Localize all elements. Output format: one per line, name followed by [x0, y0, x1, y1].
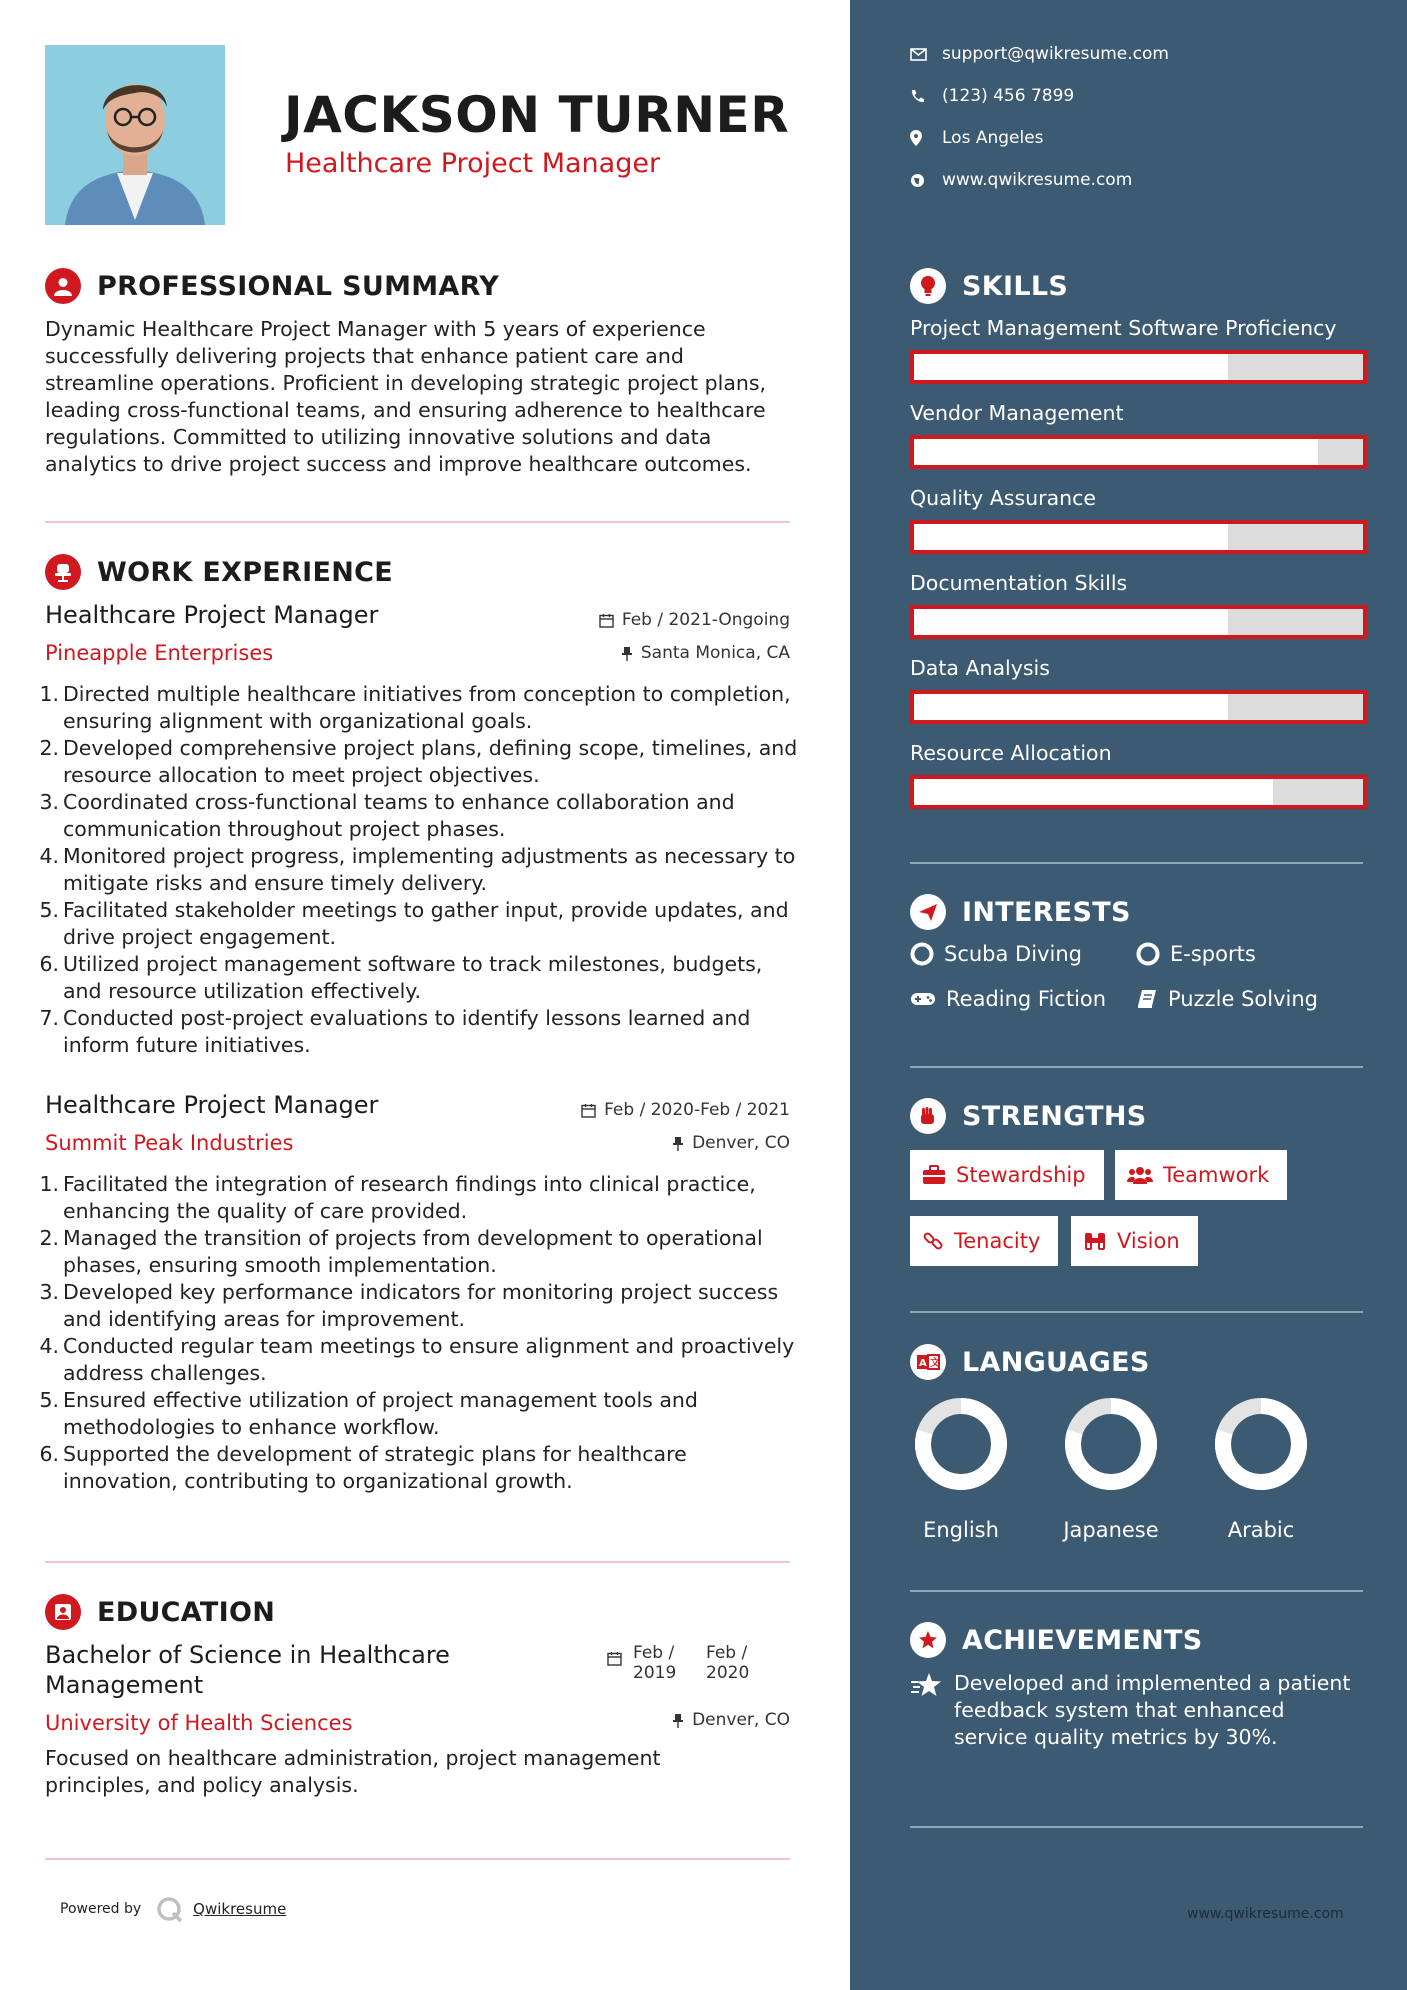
language-item [1206, 1396, 1316, 1542]
bullet-text: Conducted regular team meetings to ensure alignment and proactively address challenges. [63, 1334, 795, 1385]
summary-heading: PROFESSIONAL SUMMARY [45, 268, 499, 304]
divider [910, 862, 1363, 864]
skill-label: Vendor Management [910, 401, 1124, 425]
skill-bar-fill [914, 439, 1318, 465]
language-label: English [923, 1518, 999, 1542]
language-ring [1206, 1396, 1316, 1496]
bullet-text: Managed the transition of projects from development to operational phases, ensuring smooth implementation. [63, 1226, 763, 1277]
binoculars-icon [1083, 1230, 1107, 1252]
skill-bar [910, 690, 1367, 724]
bullet-item [30, 843, 800, 897]
bullet-text: Utilized project management software to track milestones, budgets, and resource utilization effectively. [63, 952, 763, 1003]
job-location: Denver, CO [672, 1133, 790, 1153]
star-icon [910, 1672, 942, 1698]
bullet-number: 4. [39, 844, 59, 868]
skill-bar-fill [914, 779, 1273, 805]
bullet-item [30, 951, 800, 1005]
calendar-icon [599, 613, 614, 628]
company-name: Summit Peak Industries [45, 1131, 294, 1155]
life-ring-icon [1136, 942, 1160, 966]
job-bullets [30, 681, 800, 1059]
bullet-text: Developed key performance indicators for monitoring project success and identifying areas for improvement. [63, 1280, 779, 1331]
profile-photo [45, 45, 225, 225]
bullet-item [30, 1441, 800, 1495]
briefcase-icon [922, 1165, 946, 1185]
strength-badge: Teamwork [1115, 1150, 1287, 1200]
bullet-number: 5. [39, 1388, 59, 1412]
strength-badge: Stewardship [910, 1150, 1104, 1200]
calendar-icon [581, 1103, 596, 1118]
bullet-number: 1. [39, 1172, 59, 1196]
bullet-number: 3. [39, 790, 59, 814]
language-ring [1056, 1396, 1166, 1496]
sidebar [850, 0, 1407, 1990]
bullet-number: 1. [39, 682, 59, 706]
interests-heading: INTERESTS [910, 894, 1131, 930]
divider [45, 521, 790, 523]
link-icon [922, 1230, 944, 1252]
bullet-text: Conducted post-project evaluations to identify lessons learned and inform future initiatives. [63, 1006, 751, 1057]
pin-icon [672, 1713, 684, 1728]
bullet-item [30, 1171, 800, 1225]
edu-end-date: Feb / 2020 [706, 1643, 750, 1683]
skill-bar [910, 435, 1367, 469]
interest-item: Scuba Diving [910, 942, 1082, 966]
star-badge-icon [910, 1622, 946, 1658]
bullet-text: Facilitated the integration of research findings into clinical practice, enhancing the quality of care provided. [63, 1172, 756, 1223]
degree-line-2: Management [45, 1671, 204, 1699]
map-marker-icon [910, 130, 942, 146]
job-bullets [30, 1171, 800, 1495]
skill-bar [910, 350, 1367, 384]
skill-label: Documentation Skills [910, 571, 1128, 595]
contact-email: support@qwikresume.com [910, 44, 1169, 64]
bullet-number: 3. [39, 1280, 59, 1304]
bullet-number: 6. [39, 1442, 59, 1466]
contact-phone: (123) 456 7899 [910, 86, 1074, 106]
bullet-item [30, 735, 800, 789]
divider [45, 1858, 790, 1860]
skill-bar [910, 775, 1367, 809]
skill-bar-fill [914, 609, 1228, 635]
divider [910, 1826, 1363, 1828]
company-name: Pineapple Enterprises [45, 641, 274, 665]
skill-bar-fill [914, 354, 1228, 380]
phone-icon [910, 89, 942, 104]
bullet-item [30, 1333, 800, 1387]
bullet-text: Coordinated cross-functional teams to enhance collaboration and communication throughout project phases. [63, 790, 735, 841]
strengths-heading: STRENGTHS [910, 1098, 1147, 1134]
edu-start-date: Feb / 2019 [633, 1643, 677, 1683]
skill-bar [910, 520, 1367, 554]
bullet-text: Directed multiple healthcare initiatives from conception to completion, ensuring alignment with organizational goals. [63, 682, 791, 733]
job-location: Santa Monica, CA [621, 643, 790, 663]
bullet-text: Supported the development of strategic plans for healthcare innovation, contributing to organizational growth. [63, 1442, 687, 1493]
language-item [1056, 1396, 1166, 1542]
experience-heading: WORK EXPERIENCE [45, 554, 393, 590]
interest-item: E-sports [1136, 942, 1256, 966]
summary-text: Dynamic Healthcare Project Manager with 5 years of experience successfully delivering projects that enhance patient care and streamline operations. Proficient in developing strategic project plans, leading cross-functional teams, and ensuring adherence to healthcare regulations. Committed to utilizing innovative solutions and data analytics to drive project success and improve healthcare outcomes. [45, 317, 767, 476]
qwikresume-link[interactable]: Qwikresume [193, 1900, 287, 1918]
book-icon [1136, 988, 1158, 1010]
paper-plane-icon [910, 894, 946, 930]
bullet-item [30, 1279, 800, 1333]
gamepad-icon [910, 990, 936, 1008]
interest-item: Reading Fiction [910, 987, 1106, 1011]
language-ring [906, 1396, 1016, 1496]
skill-bar-fill [914, 694, 1228, 720]
footer-website[interactable]: www.qwikresume.com [1187, 1906, 1344, 1922]
fist-icon [910, 1098, 946, 1134]
divider [910, 1311, 1363, 1313]
graduate-icon [45, 1594, 81, 1630]
bullet-item [30, 1005, 800, 1059]
skill-label: Quality Assurance [910, 486, 1097, 510]
bullet-text: Monitored project progress, implementing adjustments as necessary to mitigate risks and ensure timely delivery. [63, 844, 796, 895]
bullet-number: 5. [39, 898, 59, 922]
globe-icon [910, 173, 942, 188]
skills-heading: SKILLS [910, 268, 1068, 304]
bullet-item [30, 681, 800, 735]
job-title: Healthcare Project Manager [45, 1091, 379, 1119]
bullet-text: Ensured effective utilization of project management tools and methodologies to enhance workflow. [63, 1388, 698, 1439]
contact-location: Los Angeles [910, 128, 1044, 148]
interest-item: Puzzle Solving [1136, 987, 1318, 1011]
edu-location: Denver, CO [672, 1710, 790, 1730]
lightbulb-icon [910, 268, 946, 304]
skill-label: Project Management Software Proficiency [910, 316, 1337, 340]
bullet-number: 7. [39, 1006, 59, 1030]
bullet-item [30, 897, 800, 951]
translate-icon [910, 1344, 946, 1380]
language-label: Arabic [1227, 1518, 1295, 1542]
bullet-item [30, 1225, 800, 1279]
divider [910, 1590, 1363, 1592]
envelope-icon [910, 48, 942, 61]
languages-heading: A 文 LANGUAGES [910, 1344, 1150, 1380]
skill-label: Data Analysis [910, 656, 1050, 680]
language-item [906, 1396, 1016, 1542]
footer-powered-by: Powered by Qwikresume [60, 1895, 286, 1923]
education-heading: EDUCATION [45, 1594, 275, 1630]
job-title: Healthcare Project Manager [45, 601, 379, 629]
strength-badge: Tenacity [910, 1216, 1058, 1266]
bullet-text: Facilitated stakeholder meetings to gather input, provide updates, and drive project engagement. [63, 898, 789, 949]
briefcase-chair-icon [45, 554, 81, 590]
bullet-item [30, 789, 800, 843]
bullet-text: Developed comprehensive project plans, defining scope, timelines, and resource allocation to meet project objectives. [63, 736, 798, 787]
degree-line-1: Bachelor of Science in Healthcare [45, 1641, 450, 1669]
edu-description: Focused on healthcare administration, project management principles, and policy analysis. [45, 1746, 661, 1797]
pin-icon [672, 1136, 684, 1151]
bullet-number: 2. [39, 1226, 59, 1250]
users-icon [1127, 1165, 1153, 1185]
calendar-icon [607, 1651, 622, 1670]
pin-icon [621, 646, 633, 661]
svg-text:文: 文 [930, 1358, 940, 1369]
user-icon [45, 268, 81, 304]
school-name: University of Health Sciences [45, 1711, 353, 1735]
bullet-item [30, 1387, 800, 1441]
candidate-title: Healthcare Project Manager [285, 148, 661, 179]
life-ring-icon [910, 942, 934, 966]
divider [45, 1561, 790, 1563]
contact-website: www.qwikresume.com [910, 170, 1132, 190]
job-dates: Feb / 2021-Ongoing [599, 610, 790, 630]
bullet-number: 6. [39, 952, 59, 976]
skill-label: Resource Allocation [910, 741, 1112, 765]
achievements-heading: ACHIEVEMENTS [910, 1622, 1203, 1658]
skill-bar-fill [914, 524, 1228, 550]
skill-bar [910, 605, 1367, 639]
strength-badge: Vision [1071, 1216, 1198, 1266]
qwikresume-logo-icon [155, 1895, 185, 1923]
bullet-number: 4. [39, 1334, 59, 1358]
achievement-item: Developed and implemented a patient feedback system that enhanced service quality metrics by 30%. [910, 1670, 1360, 1751]
language-label: Japanese [1063, 1518, 1159, 1542]
svg-text:A: A [919, 1358, 927, 1369]
divider [910, 1066, 1363, 1068]
job-dates: Feb / 2020-Feb / 2021 [581, 1100, 790, 1120]
candidate-name: JACKSON TURNER [284, 86, 790, 144]
bullet-number: 2. [39, 736, 59, 760]
